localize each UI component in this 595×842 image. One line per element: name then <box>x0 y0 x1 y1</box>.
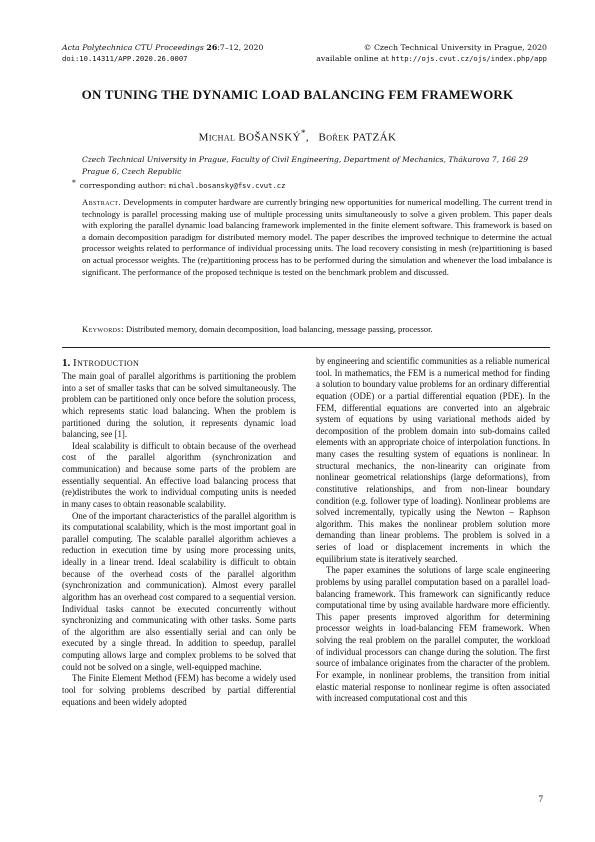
copyright: © Czech Technical University in Prague, 2020 <box>363 43 547 52</box>
section-divider <box>62 347 550 348</box>
abstract-label: Abstract. <box>82 197 121 207</box>
journal-pages: :7–12, 2020 <box>217 43 264 52</box>
available-online: available online at <box>316 54 389 63</box>
doi: doi:10.14311/APP.2020.26.0007 <box>62 54 188 63</box>
page-number: 7 <box>538 794 543 804</box>
paragraph: The main goal of parallel algorithms is partitioning the problem into a set of smaller tasks that can be solved simultaneously. The problem can be partitioned only once before the solution process, which represents static load balancing. When the problem is partitioned during the solution, it represents dynamic load balancing, see [1]. <box>62 371 296 440</box>
keywords <box>82 323 562 335</box>
corresponding-label: corresponding author: <box>79 181 167 190</box>
author-list: Michal BOŠANSKÝ*, Bořek PATZÁK <box>198 128 397 144</box>
author-name: Michal BOŠANSKÝ <box>198 131 301 144</box>
copyright-header <box>316 42 547 64</box>
affiliation: Czech Technical University in Prague, Faculty of Civil Engineering, Department of Mechanics, Thákurova 7, 166 29 Prague 6, Czech Republic <box>82 155 529 176</box>
paragraph: The Finite Element Method (FEM) has become a widely used tool for solving problems described by partial differential equations and been widely adopted <box>62 673 296 707</box>
section-title: Introduction <box>73 357 140 369</box>
journal-url[interactable]: http://ojs.cvut.cz/ojs/index.php/app <box>391 54 547 63</box>
corresponding-author <box>72 180 285 192</box>
journal-name: Acta Polytechnica CTU Proceedings <box>62 43 204 52</box>
right-column <box>316 356 550 705</box>
paragraph: The paper examines the solutions of large scale engineering problems by using parallel computation based on a parallel load-balancing framework. This framework can significantly reduce computational time by using available hardware more efficiently. This paper presents improved algorithm for determining processor weights in load-balancing FEM framework. When solving the real problem on the parallel computer, the workload of individual processors can change during the solution. The first source of imbalance originates from the character of the problem. For example, in nonlinear problems, the transition from initial elastic material response to nonlinear regime is often associated with increased computational cost and this <box>316 565 550 704</box>
author-name: Bořek PATZÁK <box>318 131 397 144</box>
footnote-mark: * <box>72 178 76 187</box>
keywords-label: Keywords: <box>82 324 124 334</box>
author-email[interactable]: michal.bosansky@fsv.cvut.cz <box>168 181 286 190</box>
paragraph: by engineering and scientific communities as a reliable numerical tool. In mathematics, the FEM is a numerical method for finding a solution to boundary value problems for an ordinary differential equation (ODE) or a partial differential equation (PDE). In the FEM, differential equations are converted into an algebraic system of equations by using variational methods aided by decomposition of the problem domain into sub-domains called elements with an appropriate choice of interpolation functions. In many cases the resulting system of equations is nonlinear. In structural mechanics, the non-linearity can originate from nonlinear geometrical relationships (large deformations), from constitutive relationships, and from non-linear boundary condition (e.g. follower type of loading). Nonlinear problems are solved incrementally, typically using the Newton – Raphson algorithm. This makes the nonlinear problem solution more demanding than linear problems. The problem is solved in a series of load or displacement increments in which the equilibrium state is iteratively searched. <box>316 356 550 564</box>
author-mark: * <box>300 128 306 138</box>
paragraph: Ideal scalability is difficult to obtain because of the overhead cost of the parallel algorithm (synchronization and communication) and because some parts of the problem are essentially sequential. An effective load balancing process that (re)distributes the work to individual computing units is needed in many cases to obtain reasonable scalability. <box>62 440 296 509</box>
keywords-text: Distributed memory, domain decomposition, load balancing, message passing, processor. <box>126 324 433 334</box>
paper-title: ON TUNING THE DYNAMIC LOAD BALANCING FEM FRAMEWORK <box>81 87 514 102</box>
journal-volume: 26 <box>206 43 218 52</box>
abstract <box>82 197 552 278</box>
paragraph: One of the important characteristics of the parallel algorithm is its computational scalability, which is the most important goal in parallel computing. The scalable parallel algorithm achieves a reduction in execution time by using more processing units, ideally in a linear trend. Ideal scalability is difficult to obtain because of the overhead costs of the parallel algorithm (synchronization and communication). Almost every parallel algorithm has an overhead cost compared to a sequential version. Individual tasks cannot be executed concurrently without synchronizing and communicating with other tasks. Some parts of the algorithm are also essentially serial and can only be executed by a single thread. In addition to speedup, parallel computing allows large and complex problems to be solved that could not be solved on a single, well-equipped machine. <box>62 510 296 672</box>
section-number: 1. <box>62 357 71 369</box>
left-column <box>62 356 296 708</box>
abstract-text: Developments in computer hardware are currently bringing new opportunities for numerical modelling. The current trend in technology is parallel processing making use of multiple processing units simultaneously to solve a given problem. This paper deals with exploring the parallel dynamic load balancing framework implemented in the finite element software. This framework is based on a domain decomposition paradigm for distributed memory model. The paper describes the improved technique to determine the actual processor weights related to performance of individual processing units. The load recovery consisting in mesh (re)partitioning is based on actual processor weights. The (re)partitioning process has to be performed during the simulation and whenever the load imbalance is significant. The performance of the proposed technique is tested on the benchmark problem and discussed. <box>82 197 552 277</box>
section-heading <box>62 356 296 370</box>
journal-header <box>62 42 263 64</box>
